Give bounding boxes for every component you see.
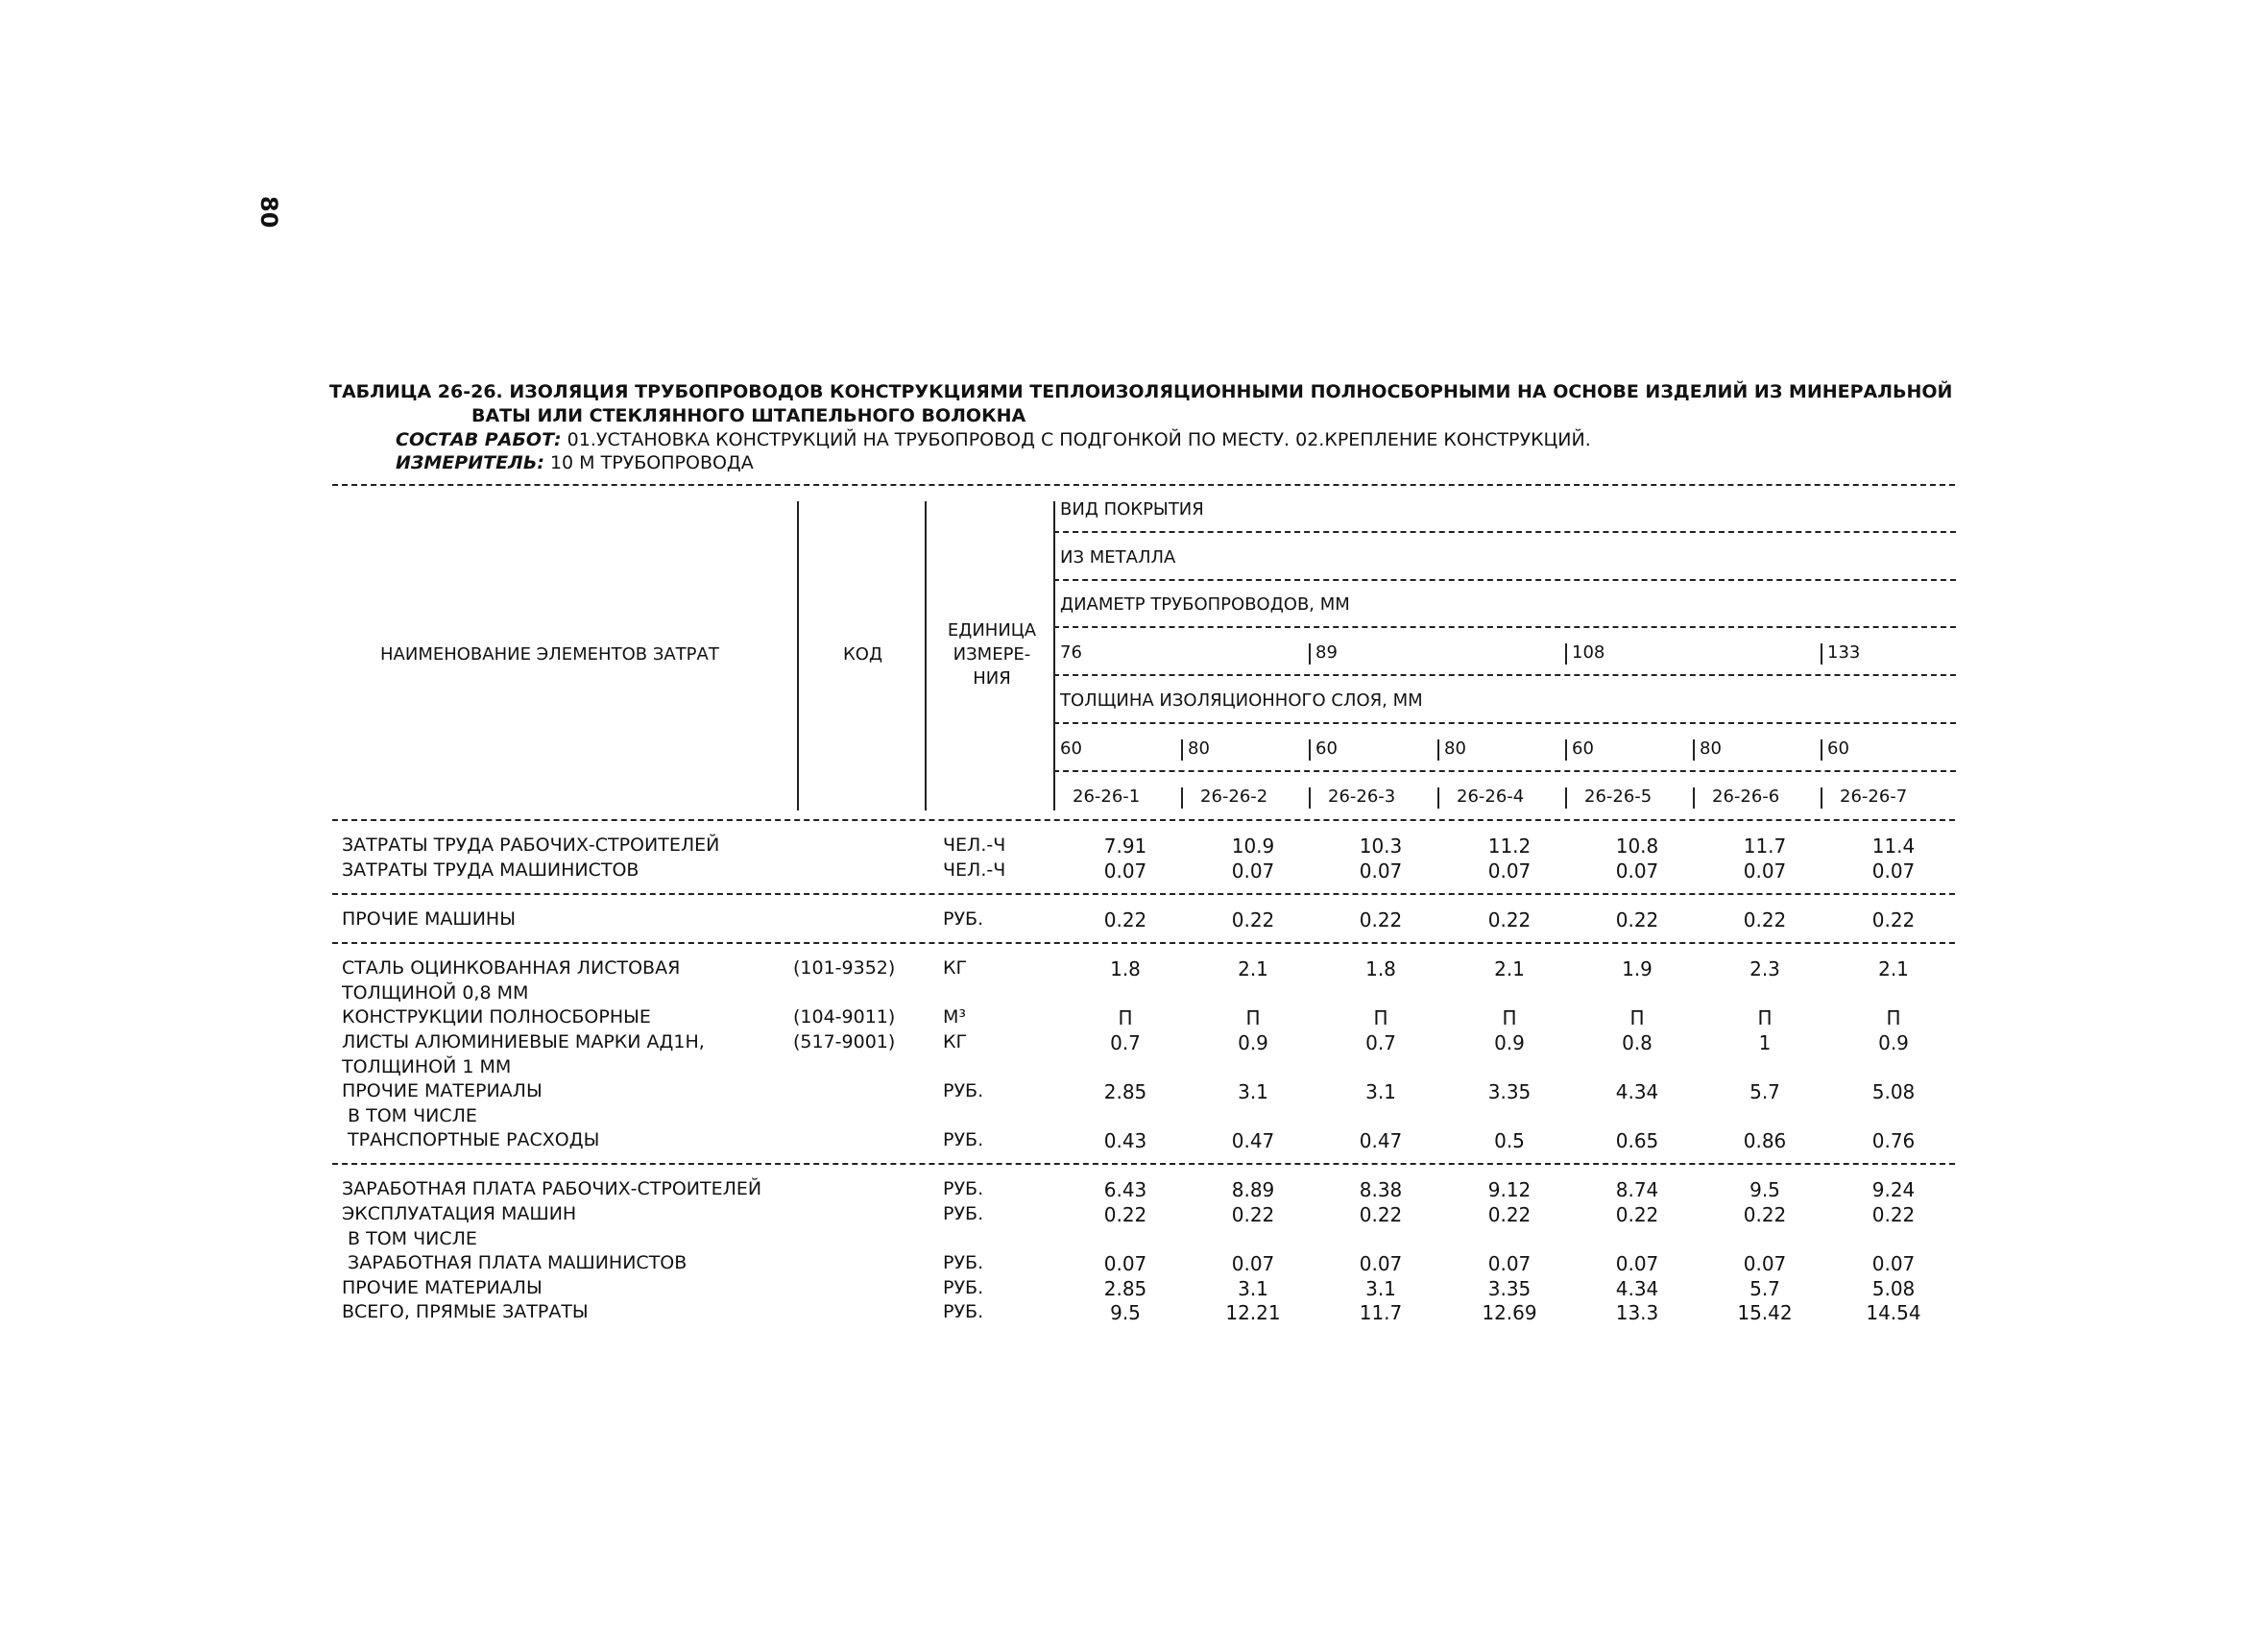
row-value: 3.35 [1487,1080,1532,1103]
row-value: 0.47 [1359,1129,1403,1152]
header-divider-code [925,501,927,810]
header-rule-5 [1053,722,1956,724]
header-diameter-108: 108 [1572,642,1605,663]
row-unit: РУБ. [943,1301,984,1322]
row-value: 10.9 [1231,835,1275,858]
row-name: ЗАТРАТЫ ТРУДА РАБОЧИХ-СТРОИТЕЛЕЙ [342,835,720,856]
row-value: 13.3 [1615,1301,1659,1324]
row-value: 8.38 [1359,1178,1403,1201]
row-value: 0.07 [1743,859,1787,883]
header-rule-6 [1053,770,1956,772]
row-value: П [1757,1006,1773,1029]
thickness-divider [1181,739,1183,761]
row-code: (104-9011) [793,1006,896,1028]
row-value: 9.24 [1871,1178,1916,1201]
row-value: 0.76 [1871,1129,1916,1152]
row-name: В ТОМ ЧИСЛЕ [342,1228,477,1249]
row-value: 0.22 [1871,1203,1916,1226]
row-value: 0.22 [1871,908,1916,931]
row-value: 0.22 [1103,1203,1147,1226]
section-rule [332,893,1955,895]
row-value: 0.22 [1743,1203,1787,1226]
row-value: 4.34 [1615,1277,1659,1300]
header-unit-col-1: ЕДИНИЦА [947,620,1037,641]
row-name: ЛИСТЫ АЛЮМИНИЕВЫЕ МАРКИ АД1Н, [342,1031,705,1052]
section-rule [332,942,1955,944]
row-value: 0.22 [1231,908,1275,931]
row-value: 1.8 [1110,957,1141,980]
row-value: 0.07 [1231,1252,1275,1275]
row-value: 0.07 [1615,1252,1659,1275]
code-divider [1437,787,1439,809]
header-diameter-76: 76 [1060,642,1082,663]
meter-label: ИЗМЕРИТЕЛЬ: [396,452,544,473]
composition-text: 01.УСТАНОВКА КОНСТРУКЦИЙ НА ТРУБОПРОВОД С ПОДГОНКОЙ ПО МЕСТУ. 02.КРЕПЛЕНИЕ КОНСТРУКЦИЙ. [561,429,1591,450]
header-thickness: 80 [1444,738,1466,759]
row-value: 5.7 [1749,1277,1780,1300]
row-value: 11.7 [1743,835,1787,858]
row-unit: ЧЕЛ.-Ч [943,859,1006,881]
row-value: 0.7 [1110,1031,1141,1054]
row-name: СТАЛЬ ОЦИНКОВАННАЯ ЛИСТОВАЯ [342,957,681,979]
row-value: 1.9 [1622,957,1653,980]
row-value: 2.1 [1238,957,1268,980]
thickness-divider [1693,739,1695,761]
row-value: 0.07 [1103,1252,1147,1275]
row-value: 5.7 [1749,1080,1780,1103]
row-value: 0.07 [1743,1252,1787,1275]
row-value: 5.08 [1871,1080,1916,1103]
row-code: (517-9001) [793,1031,896,1052]
header-diameter-89: 89 [1315,642,1338,663]
row-value: 1 [1758,1031,1772,1054]
row-value: 8.89 [1231,1178,1275,1201]
row-value: 9.5 [1110,1301,1141,1324]
header-coating-type: ВИД ПОКРЫТИЯ [1060,499,1204,520]
header-thickness: 60 [1572,738,1594,759]
diameter-divider [1821,643,1822,665]
row-value: 0.22 [1487,908,1532,931]
header-diameter-133: 133 [1827,642,1861,663]
code-divider [1693,787,1695,809]
row-value: 0.5 [1494,1129,1525,1152]
row-name: ТОЛЩИНОЙ 0,8 ММ [342,982,529,1004]
row-name: ТОЛЩИНОЙ 1 ММ [342,1056,512,1077]
header-thickness: 80 [1700,738,1722,759]
row-name: ЗАРАБОТНАЯ ПЛАТА МАШИНИСТОВ [342,1252,688,1273]
row-unit: РУБ. [943,1277,984,1298]
header-thickness: 60 [1060,738,1082,759]
header-thickness: 80 [1188,738,1210,759]
row-value: 0.07 [1103,859,1147,883]
header-code: 26-26-2 [1200,786,1268,807]
row-value: 0.65 [1615,1129,1659,1152]
header-rule-2 [1053,579,1956,581]
composition-line [396,431,1591,449]
row-value: П [1373,1006,1388,1029]
code-divider [1309,787,1311,809]
row-value: П [1629,1006,1645,1029]
composition-label: СОСТАВ РАБОТ: [396,429,562,450]
row-unit: ЧЕЛ.-Ч [943,835,1006,856]
page-number: 80 [255,196,282,229]
row-value: 2.85 [1103,1080,1147,1103]
row-value: 12.69 [1482,1301,1537,1324]
row-name: КОНСТРУКЦИИ ПОЛНОСБОРНЫЕ [342,1006,651,1028]
row-value: П [1245,1006,1261,1029]
row-name: ПРОЧИЕ МАТЕРИАЛЫ [342,1277,543,1298]
row-value: 0.07 [1871,859,1916,883]
row-value: 9.12 [1487,1178,1532,1201]
row-name: ВСЕГО, ПРЯМЫЕ ЗАТРАТЫ [342,1301,589,1322]
meter-text: 10 М ТРУБОПРОВОДА [543,452,754,473]
row-value: 2.1 [1878,957,1909,980]
section-rule [332,1163,1955,1165]
table-title-line2: ВАТЫ ИЛИ СТЕКЛЯННОГО ШТАПЕЛЬНОГО ВОЛОКНА [471,405,1026,426]
row-value: 3.1 [1238,1277,1268,1300]
row-value: 11.7 [1359,1301,1403,1324]
row-value: 0.22 [1231,1203,1275,1226]
row-value: 0.9 [1494,1031,1525,1054]
row-value: 12.21 [1225,1301,1281,1324]
row-value: 0.86 [1743,1129,1787,1152]
header-code: 26-26-4 [1457,786,1525,807]
header-bottom-rule [332,819,1955,821]
header-unit-col-3: НИЯ [973,668,1011,689]
thickness-divider [1565,739,1567,761]
row-value: 0.22 [1103,908,1147,931]
row-name: ЗАТРАТЫ ТРУДА МАШИНИСТОВ [342,859,639,881]
row-name: ПРОЧИЕ МАШИНЫ [342,908,516,930]
row-value: 8.74 [1615,1178,1659,1201]
thickness-divider [1821,739,1822,761]
row-value: 1.8 [1365,957,1396,980]
row-value: 0.22 [1359,1203,1403,1226]
row-unit: КГ [943,957,968,979]
row-value: 6.43 [1103,1178,1147,1201]
header-thickness: 60 [1315,738,1338,759]
header-code: 26-26-5 [1584,786,1653,807]
row-value: 2.3 [1749,957,1780,980]
row-value: 0.9 [1238,1031,1268,1054]
header-thickness: 60 [1827,738,1849,759]
row-value: 0.22 [1487,1203,1532,1226]
header-unit-col-2: ИЗМЕРЕ- [953,644,1031,665]
header-code: 26-26-6 [1712,786,1780,807]
row-value: П [1118,1006,1133,1029]
meter-line [396,454,754,472]
diameter-divider [1309,643,1311,665]
row-unit: РУБ. [943,1129,984,1150]
header-coating: ИЗ МЕТАЛЛА [1060,547,1176,568]
header-thickness-label: ТОЛЩИНА ИЗОЛЯЦИОННОГО СЛОЯ, ММ [1060,690,1423,711]
row-value: 0.9 [1878,1031,1909,1054]
row-value: 0.07 [1487,1252,1532,1275]
row-value: 0.07 [1231,859,1275,883]
row-value: 10.8 [1615,835,1659,858]
row-value: 3.1 [1238,1080,1268,1103]
row-value: 2.85 [1103,1277,1147,1300]
header-code: 26-26-1 [1073,786,1141,807]
header-divider-unit [1053,501,1055,810]
top-rule [332,484,1955,486]
row-name: ТРАНСПОРТНЫЕ РАСХОДЫ [342,1129,600,1150]
row-value: 9.5 [1749,1178,1780,1201]
header-divider-name [797,501,799,810]
row-value: 0.8 [1622,1031,1653,1054]
row-unit: РУБ. [943,1203,984,1224]
row-value: П [1502,1006,1517,1029]
header-code: 26-26-3 [1328,786,1396,807]
row-name: В ТОМ ЧИСЛЕ [342,1105,477,1126]
row-value: 5.08 [1871,1277,1916,1300]
row-value: 11.4 [1871,835,1916,858]
row-value: 0.07 [1871,1252,1916,1275]
row-value: 0.43 [1103,1129,1147,1152]
diameter-divider [1565,643,1567,665]
row-value: П [1886,1006,1901,1029]
code-divider [1565,787,1567,809]
row-unit: РУБ. [943,908,984,930]
header-name-col: НАИМЕНОВАНИЕ ЭЛЕМЕНТОВ ЗАТРАТ [380,644,719,665]
header-rule-4 [1053,674,1956,676]
row-unit: КГ [943,1031,968,1052]
row-value: 11.2 [1487,835,1532,858]
row-unit: РУБ. [943,1252,984,1273]
row-value: 0.07 [1487,859,1532,883]
row-value: 3.35 [1487,1277,1532,1300]
row-value: 0.22 [1359,908,1403,931]
row-value: 0.7 [1365,1031,1396,1054]
row-value: 0.07 [1359,1252,1403,1275]
row-name: ЗАРАБОТНАЯ ПЛАТА РАБОЧИХ-СТРОИТЕЛЕЙ [342,1178,762,1199]
header-diameter-label: ДИАМЕТР ТРУБОПРОВОДОВ, ММ [1060,594,1350,615]
row-value: 0.22 [1615,1203,1659,1226]
row-value: 0.22 [1743,908,1787,931]
row-value: 15.42 [1737,1301,1793,1324]
row-unit: РУБ. [943,1178,984,1199]
row-unit: РУБ. [943,1080,984,1101]
row-name: ЭКСПЛУАТАЦИЯ МАШИН [342,1203,577,1224]
header-rule-3 [1053,626,1956,628]
table-title-line1: ТАБЛИЦА 26-26. ИЗОЛЯЦИЯ ТРУБОПРОВОДОВ КОНСТРУКЦИЯМИ ТЕПЛОИЗОЛЯЦИОННЫМИ ПОЛНОСБОРНЫМИ НА ОСНОВЕ ИЗДЕЛИЙ ИЗ МИНЕРАЛЬНОЙ [329,381,1953,402]
row-unit: М³ [943,1006,967,1028]
row-value: 4.34 [1615,1080,1659,1103]
row-value: 3.1 [1365,1080,1396,1103]
row-value: 0.47 [1231,1129,1275,1152]
row-code: (101-9352) [793,957,896,979]
code-divider [1821,787,1822,809]
row-value: 10.3 [1359,835,1403,858]
row-name: ПРОЧИЕ МАТЕРИАЛЫ [342,1080,543,1101]
header-code: 26-26-7 [1840,786,1908,807]
row-value: 14.54 [1866,1301,1921,1324]
row-value: 0.07 [1615,859,1659,883]
header-rule-1 [1053,531,1956,533]
row-value: 3.1 [1365,1277,1396,1300]
row-value: 0.22 [1615,908,1659,931]
code-divider [1181,787,1183,809]
row-value: 2.1 [1494,957,1525,980]
row-value: 0.07 [1359,859,1403,883]
header-code-col: КОД [843,644,883,665]
row-value: 7.91 [1103,835,1147,858]
thickness-divider [1437,739,1439,761]
thickness-divider [1309,739,1311,761]
